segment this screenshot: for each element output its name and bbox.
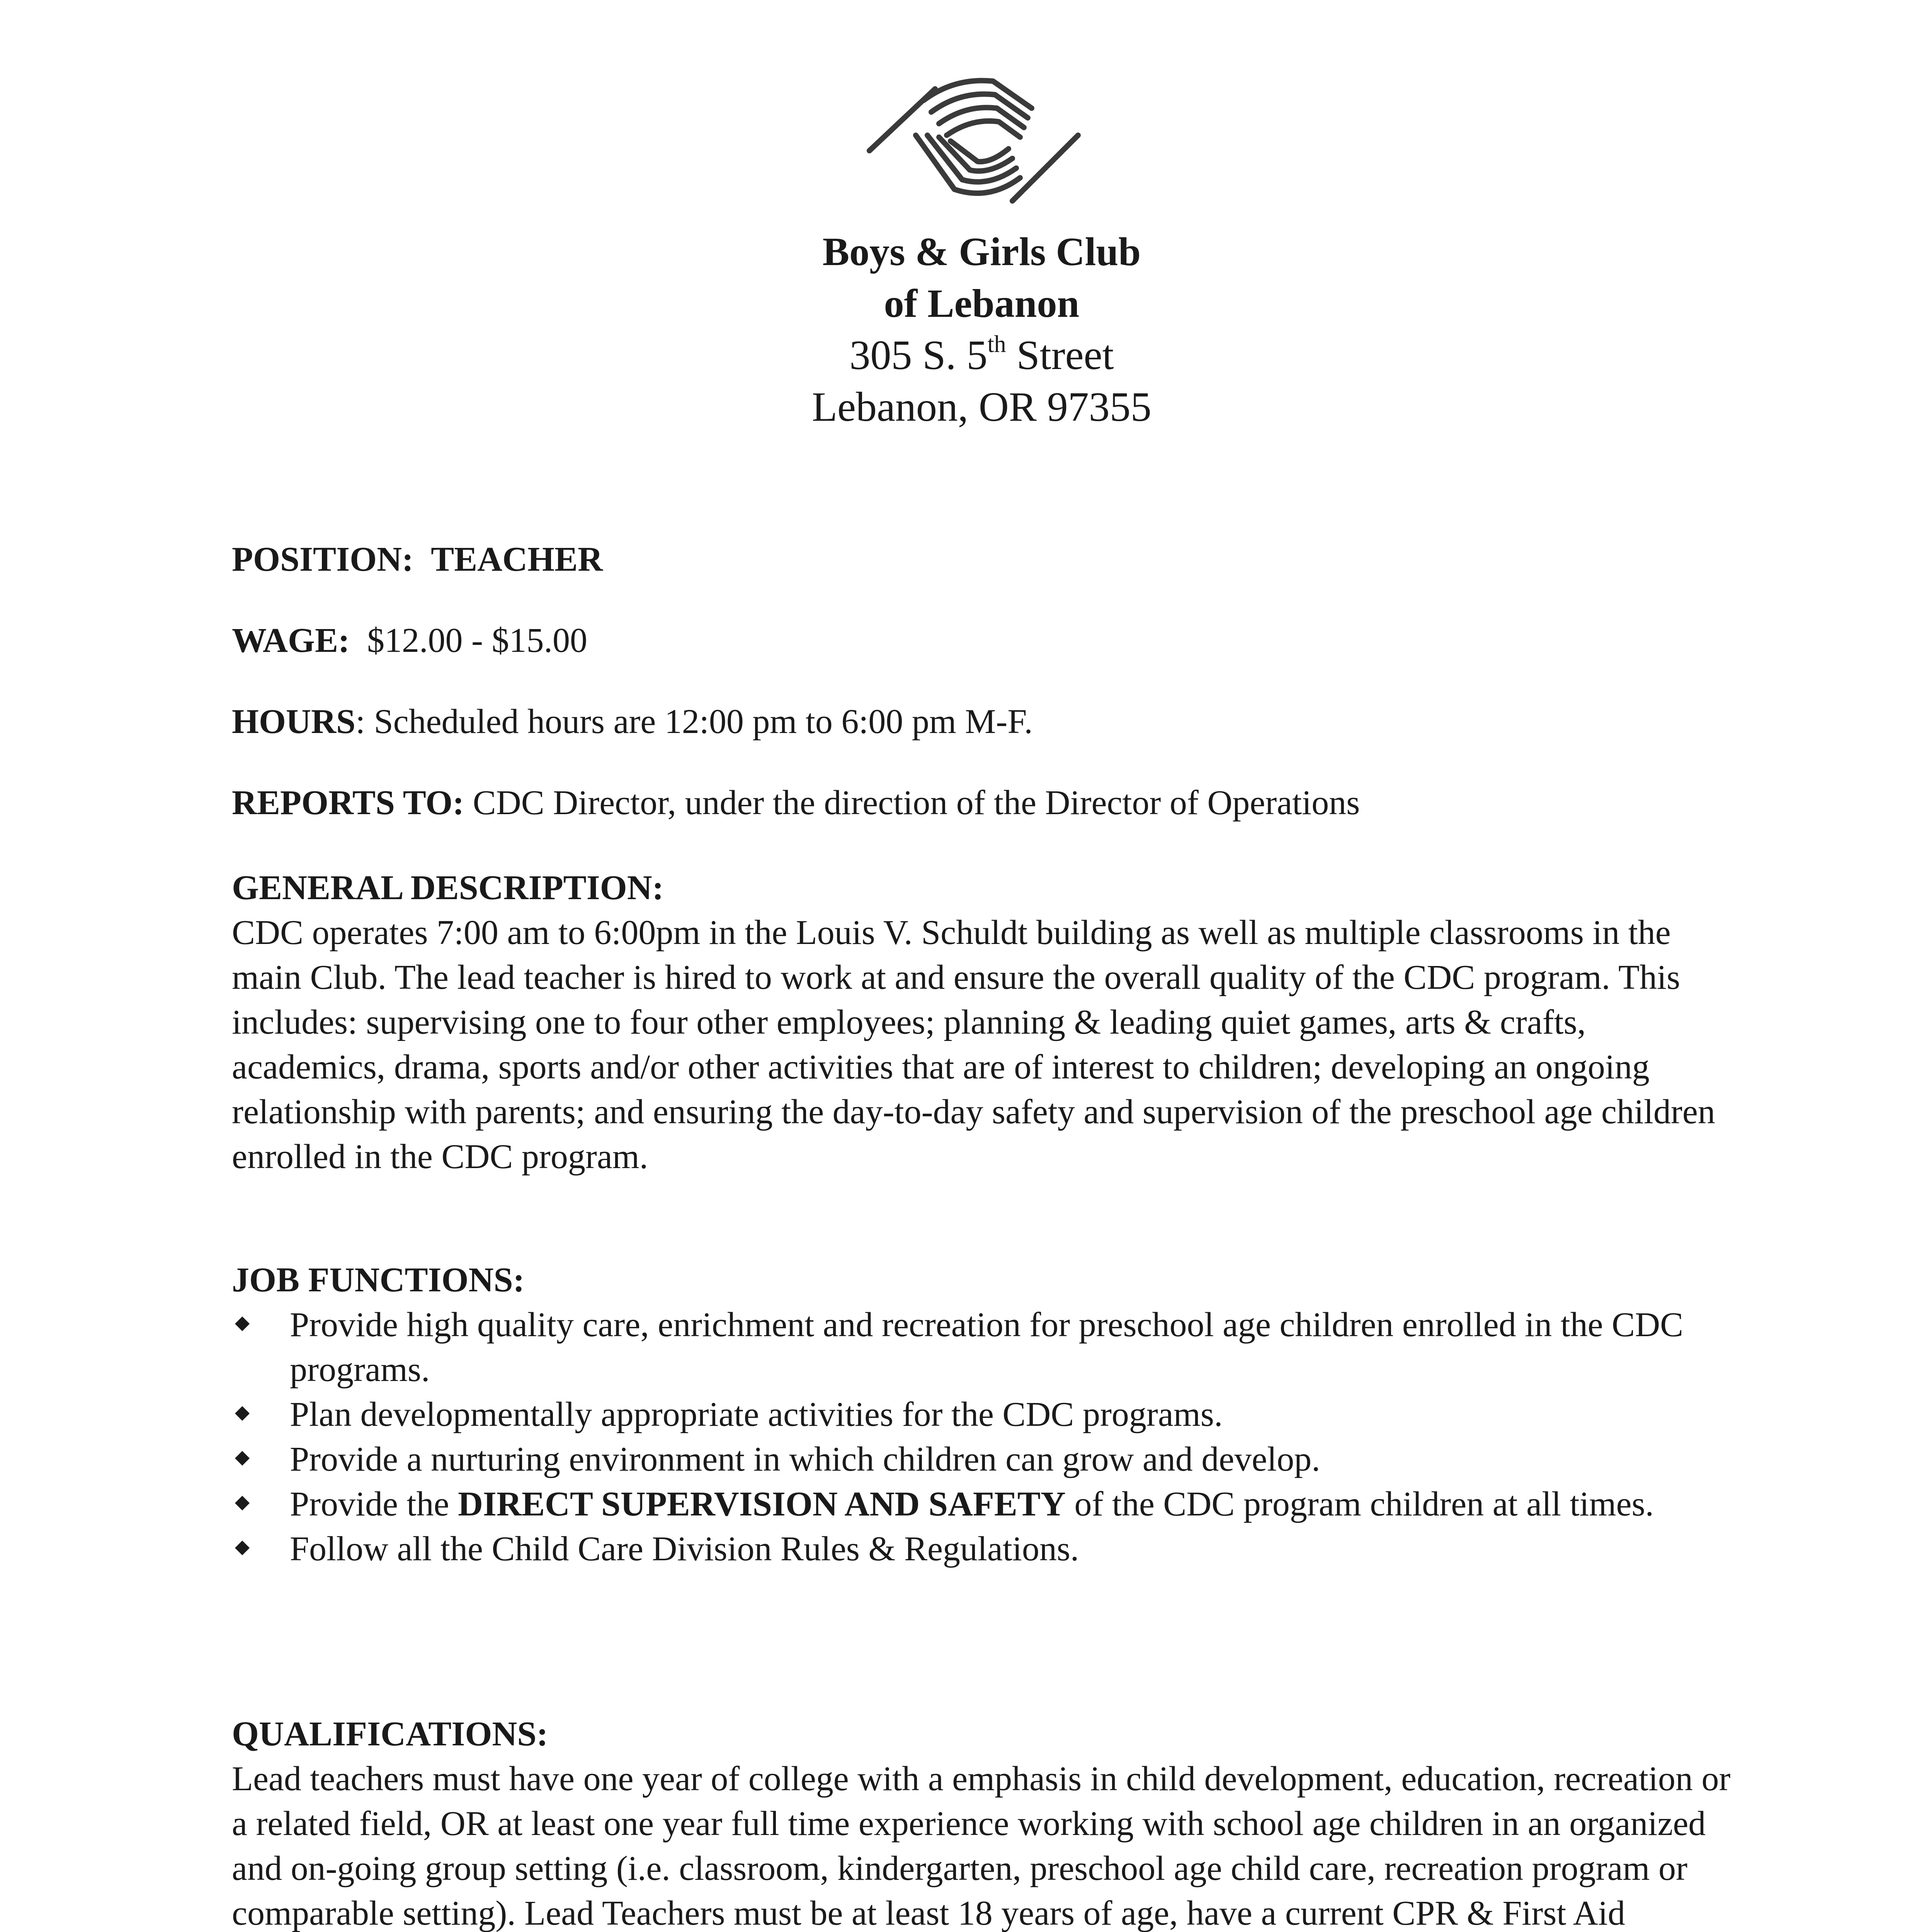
hours-label: HOURS	[232, 702, 356, 741]
qualifications-section	[232, 1712, 1747, 1932]
position-value: TEACHER	[431, 540, 603, 578]
job-functions-list	[232, 1303, 1747, 1571]
diamond-bullet-icon	[235, 1406, 250, 1421]
general-description-section	[232, 866, 1747, 1179]
qualifications-text: Lead teachers must have one year of college with a emphasis in child development, education, recreation or a related field, OR at least one year full time experience working with school age children in an organized and on-going group setting (i.e. classroom, kindergarten, preschool age child care, recreation program or comparable setting). Lead Teachers must be at least 18 years of age, have a current CPR & First Aid	[232, 1760, 1731, 1932]
job-function-text-post: of the CDC program children at all times.	[1065, 1485, 1654, 1523]
job-function-text-pre: Provide the	[290, 1485, 458, 1523]
wage-label: WAGE:	[232, 621, 350, 660]
list-item	[232, 1303, 1747, 1392]
position-label: POSITION:	[232, 540, 414, 578]
diamond-bullet-icon	[235, 1451, 250, 1466]
job-functions-heading: JOB FUNCTIONS:	[232, 1261, 525, 1299]
diamond-bullet-icon	[235, 1541, 250, 1555]
diamond-bullet-icon	[235, 1316, 250, 1331]
wage-value: $12.00 - $15.00	[367, 621, 588, 660]
street-ordinal-suffix: th	[987, 331, 1006, 357]
job-function-text: Provide high quality care, enrichment and recreation for preschool age children enrolled in the CDC programs.	[290, 1306, 1684, 1389]
job-function-text: Plan developmentally appropriate activities for the CDC programs.	[290, 1395, 1223, 1434]
list-item	[232, 1437, 1747, 1482]
list-item	[232, 1482, 1747, 1527]
diamond-bullet-icon	[235, 1496, 250, 1510]
qualifications-heading: QUALIFICATIONS:	[232, 1715, 548, 1753]
org-location: of Lebanon	[884, 281, 1080, 326]
street-name: Street	[1006, 332, 1114, 378]
reports-to-label: REPORTS TO:	[232, 784, 464, 822]
street-number: 305 S. 5	[849, 332, 988, 378]
hours-value: : Scheduled hours are 12:00 pm to 6:00 pm M-F.	[355, 702, 1033, 741]
job-function-text: Provide a nurturing environment in which children can grow and develop.	[290, 1440, 1320, 1478]
general-description-heading: GENERAL DESCRIPTION:	[232, 869, 664, 907]
wage-field	[232, 618, 1747, 663]
job-function-emphasis: DIRECT SUPERVISION AND SAFETY	[457, 1485, 1066, 1523]
job-function-text: Follow all the Child Care Division Rules & Regulations.	[290, 1530, 1079, 1568]
city-state-zip: Lebanon, OR 97355	[812, 384, 1151, 430]
reports-to-field	[232, 781, 1747, 825]
clasped-hands-logo-icon	[866, 73, 1082, 228]
street-address	[0, 330, 1932, 387]
job-functions-section	[232, 1258, 1747, 1571]
list-item	[232, 1392, 1747, 1437]
reports-to-value: CDC Director, under the direction of the Director of Operations	[473, 784, 1360, 822]
general-description-text: CDC operates 7:00 am to 6:00pm in the Louis V. Schuldt building as well as multiple classrooms in the main Club. The lead teacher is hired to work at and ensure the overall quality of the CDC program. This includes: supervising one to four other employees; planning & leading quiet games, arts & crafts, academics, drama, sports and/or other activities that are of interest to children; developing an ongoing relationship with parents; and ensuring the day-to-day safety and supervision of the preschool age children enrolled in the CDC program.	[232, 913, 1715, 1176]
hours-field	[232, 699, 1747, 744]
org-name: Boys & Girls Club	[822, 230, 1141, 274]
position-field	[232, 537, 1747, 582]
list-item	[232, 1527, 1747, 1571]
